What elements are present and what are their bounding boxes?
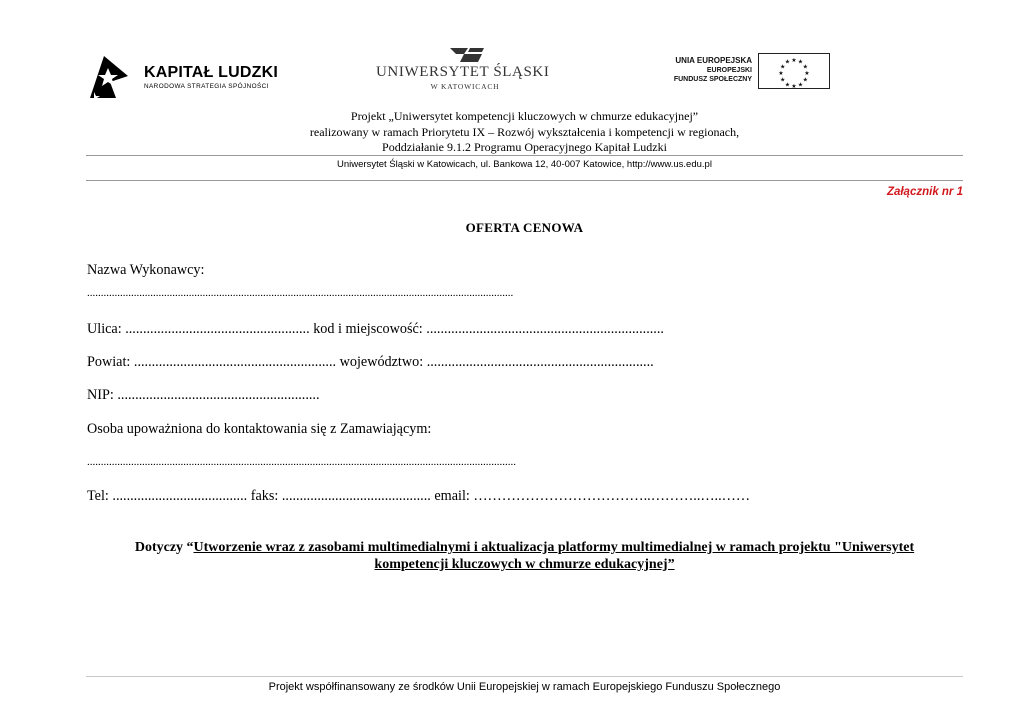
contact-person-label: Osoba upoważniona do kontaktowania się z Zamawiającym: [87,421,432,437]
eu-title: UNIA EUROPEJSKA [675,56,752,65]
header-divider-top [86,155,963,156]
project-line-3: Poddziałanie 9.1.2 Programu Operacyjnego Kapitał Ludzki [382,140,667,154]
footer-text: Projekt współfinansowany ze środków Unii Europejskiej w ramach Europejskiego Funduszu Społecznego [268,681,781,693]
kapital-ludzki-subtitle: NARODOWA STRATEGIA SPÓJNOŚCI [144,83,269,90]
university-emblem-icon [446,46,486,64]
street-city-field[interactable]: Ulica: .................................................... kod i miejscowość: ................................................................... [87,321,664,337]
page-title: OFERTA CENOWA [465,220,584,235]
header-divider-bottom [86,180,963,181]
uniwersytet-slaski-logo [370,46,560,94]
regarding-statement [86,539,963,573]
svg-text:★: ★ [804,70,810,77]
university-address: Uniwersytet Śląski w Katowicach, ul. Bankowa 12, 40-007 Katowice, http://www.us.edu.pl [337,159,712,170]
contractor-name-label: Nazwa Wykonawcy: [87,262,205,278]
annex-label: Załącznik nr 1 [886,186,963,198]
eu-logo [652,53,832,91]
contact-details-field[interactable]: Tel: ...................................... faks: .......................................... email: ………………………………..………..…..…… [87,488,751,504]
svg-text:★: ★ [791,83,797,88]
project-line-2: realizowany w ramach Priorytetu IX – Rozwój wykształcenia i kompetencji w regionach, [309,124,740,139]
eu-flag-icon [758,53,830,89]
svg-text:★: ★ [797,58,804,66]
contact-person-field[interactable]: ............................................................................................................................................................ [87,456,516,468]
svg-text:★: ★ [780,76,786,84]
university-city: W KATOWICACH [430,82,500,91]
kapital-ludzki-logo [86,52,296,100]
svg-text:★: ★ [778,70,784,77]
university-name: UNIWERSYTET ŚLĄSKI [376,64,550,80]
district-voivodeship-field[interactable]: Powiat: ......................................................... województwo: ................................................................ [87,354,654,370]
svg-text:★: ★ [791,57,797,64]
svg-text:★: ★ [797,81,804,88]
project-description [86,109,963,156]
svg-text:★: ★ [802,76,808,84]
svg-text:★: ★ [784,58,791,66]
regarding-subject-line2: kompetencji kluczowych w chmurze edukacyjnej” [374,557,675,572]
kapital-ludzki-emblem-icon [86,52,132,100]
eu-fund-line2: FUNDUSZ SPOŁECZNY [673,76,752,83]
regarding-subject-line1: Utworzenie wraz z zasobami multimedialnymi i aktualizacja platformy multimedialnej w ramach projektu "Uniwersytet [193,540,915,555]
contractor-name-field[interactable]: ........................................................................................................................................................... [87,287,514,299]
svg-text:★: ★ [802,63,808,71]
svg-text:★: ★ [784,81,791,88]
nip-field[interactable]: NIP: ......................................................... [87,387,320,403]
svg-text:★: ★ [780,63,786,71]
eu-fund-line1: EUROPEJSKI [706,67,752,74]
regarding-prefix: Dotyczy “ [134,540,194,555]
footer-divider [86,676,963,677]
kapital-ludzki-title: KAPITAŁ LUDZKI [144,64,279,81]
project-line-1: Projekt „Uniwersytet kompetencji kluczowych w chmurze edukacyjnej” [350,109,699,123]
